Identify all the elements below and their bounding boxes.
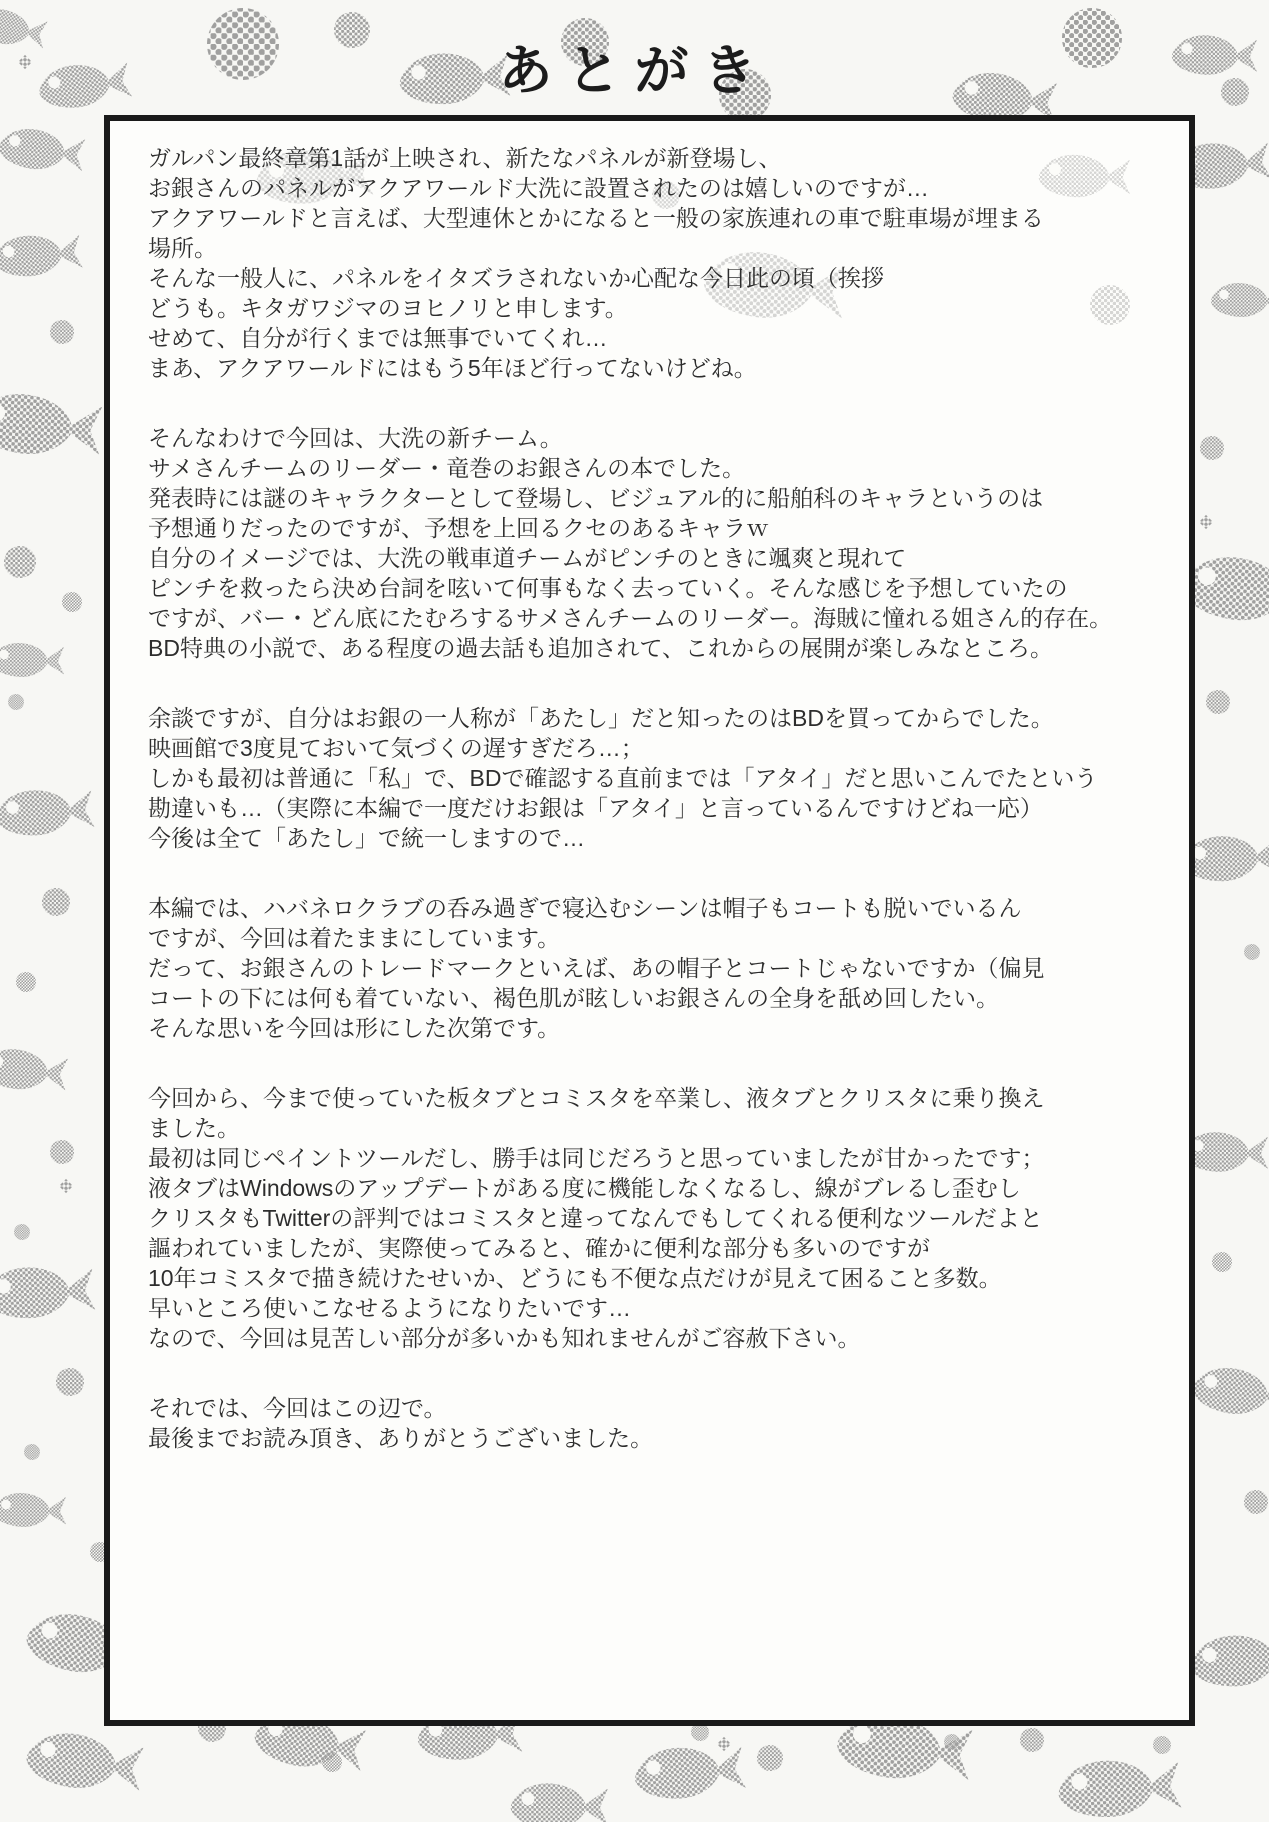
fish-icon [0, 1047, 69, 1094]
fish-icon [0, 1263, 96, 1321]
fish-icon [1190, 1364, 1269, 1419]
sparkle-icon [59, 1179, 73, 1193]
afterword-line: 10年コミスタで描き続けたせいか、どうにも不便な点だけが見えて困ること多数。 [148, 1265, 1002, 1291]
sparkle-icon [717, 1737, 731, 1751]
afterword-line: 映画館で3度見ておいて気づくの遅すぎだろ…； [148, 735, 644, 761]
bubble-icon [4, 546, 36, 578]
fish-icon [510, 1783, 608, 1822]
paragraph [148, 1393, 1183, 1453]
sparkle-icon [1199, 515, 1213, 529]
afterword-line: せめて、自分が行くまでは無事でいてくれ… [148, 325, 608, 351]
fish-icon [0, 126, 86, 174]
afterword-line: ピンチを救ったら決め台詞を呟いて何事もなく去っていく。そんな感じを予想していたの [148, 575, 1068, 601]
bubble-icon [1244, 944, 1260, 960]
afterword-line: 謳われていましたが、実際使ってみると、確かに便利な部分も多いのですが [148, 1235, 930, 1261]
afterword-line: ですが、バー・どん底にたむろするサメさんチームのリーダー。海賊に憧れる姐さん的存在。 [148, 605, 1113, 631]
afterword-line: 液タブはWindowsのアップデートがある度に機能しなくなるし、線がブレるし歪むし [148, 1175, 1021, 1201]
afterword-line: 勘違いも…（実際に本編で一度だけお銀は「アタイ」と言っているんですけどね一応） [148, 795, 1043, 821]
bubble-icon [1212, 1252, 1232, 1272]
bubble-icon [8, 694, 24, 710]
bubble-icon [50, 1140, 74, 1164]
afterword-line: アクアワールドと言えば、大型連休とかになると一般の家族連れの車で駐車場が埋まる [148, 205, 1044, 231]
afterword-line: コートの下には何も着ていない、褐色肌が眩しいお銀さんの全身を舐め回したい。 [148, 985, 999, 1011]
afterword-line: 最初は同じペイントツールだし、勝手は同じだろうと思っていましたが甘かったです； [148, 1145, 1045, 1171]
bubble-icon [62, 592, 82, 612]
afterword-line: 発表時には謎のキャラクターとして登場し、ビジュアル的に船舶科のキャラというのは [148, 485, 1044, 511]
page-title: あとがき [498, 41, 771, 101]
afterword-line: そんなわけで今回は、大洗の新チーム。 [148, 425, 563, 451]
paragraph [148, 703, 1183, 853]
bubble-icon [1206, 690, 1230, 714]
afterword-line: 最後までお読み頂き、ありがとうございました。 [148, 1425, 654, 1451]
afterword-line: 今後は全て「あたし」で統一しますので… [148, 825, 585, 851]
fish-icon [0, 391, 103, 459]
afterword-line: 早いところ使いこなせるようになりたいです… [148, 1295, 631, 1321]
bubble-icon [1200, 436, 1224, 460]
fish-icon [0, 643, 64, 677]
fish-icon [632, 1741, 747, 1803]
afterword-line: お銀さんのパネルがアクアワールド大洗に設置されたのは嬉しいのですが… [148, 175, 929, 201]
fish-icon [1188, 1630, 1269, 1690]
bubble-icon [1153, 1736, 1171, 1754]
fish-icon [1183, 1132, 1268, 1172]
fish-icon [0, 785, 95, 839]
afterword-line: だって、お銀さんのトレードマークといえば、あの帽子とコートじゃないですか（偏見 [148, 955, 1045, 981]
bubble-icon [56, 1368, 84, 1396]
bubble-icon [1244, 1490, 1268, 1514]
fish-icon [1056, 1756, 1182, 1821]
afterword-line: ですが、今回は着たままにしています。 [148, 925, 561, 951]
afterword-body [110, 121, 1189, 1453]
afterword-line: 今回から、今まで使っていた板タブとコミスタを卒業し、液タブとクリスタに乗り換え [148, 1085, 1045, 1111]
afterword-line: クリスタもTwitterの評判ではコミスタと違ってなんでもしてくれる便利なツールだよと [148, 1205, 1043, 1231]
bubble-icon [944, 1734, 960, 1750]
afterword-line: サメさんチームのリーダー・竜巻のお銀さんの本でした。 [148, 455, 746, 481]
paragraph [148, 893, 1183, 1043]
afterword-line: まあ、アクアワールドにはもう5年ほど行ってないけどね。 [148, 355, 757, 381]
fish-icon [0, 1493, 66, 1527]
fish-icon [0, 230, 83, 280]
fish-icon [1211, 283, 1269, 317]
afterword-line: それでは、今回はこの辺で。 [148, 1395, 447, 1421]
bubble-icon [50, 320, 74, 344]
afterword-line: ガルパン最終章第1話が上映され、新たなパネルが新登場し、 [148, 145, 782, 171]
afterword-line: そんな思いを今回は形にした次第です。 [148, 1015, 561, 1041]
afterword-line: しかも最初は普通に「私」で、BDで確認する直前までは「アタイ」だと思いこんでたという [148, 765, 1098, 791]
afterword-line: BD特典の小説で、ある程度の過去話も追加されて、これからの展開が楽しみなところ。 [148, 635, 1054, 661]
afterword-line: 場所。 [148, 235, 217, 261]
afterword-line: 本編では、ハバネロクラブの呑み過ぎで寝込むシーンは帽子もコートも脱いでいるん [148, 895, 1022, 921]
fish-icon [24, 1729, 145, 1795]
afterword-line: そんな一般人に、パネルをイタズラされないか心配な今日此の頃（挨拶 [148, 265, 884, 291]
afterword-line: ました。 [148, 1115, 240, 1141]
paragraph [148, 143, 1183, 383]
afterword-line: 予想通りだったのですが、予想を上回るクセのあるキャラｗ [148, 515, 769, 541]
bubble-icon [16, 972, 36, 992]
afterword-box [104, 115, 1195, 1726]
paragraph [148, 423, 1183, 663]
afterword-line: なので、今回は見苦しい部分が多いかも知れませんがご容赦下さい。 [148, 1325, 861, 1351]
paragraph [148, 1083, 1183, 1353]
afterword-line: どうも。キタガワジマのヨヒノリと申します。 [148, 295, 628, 321]
afterword-line: 自分のイメージでは、大洗の戦車道チームがピンチのときに颯爽と現れて [148, 545, 907, 571]
bubble-icon [757, 1745, 783, 1771]
bubble-icon [1020, 1728, 1044, 1752]
bubble-icon [14, 1224, 30, 1240]
afterword-line: 余談ですが、自分はお銀の一人称が「あたし」だと知ったのはBDを買ってからでした。 [148, 705, 1054, 731]
bubble-icon [24, 1444, 40, 1460]
bubble-icon [322, 1752, 342, 1772]
bubble-icon [42, 888, 70, 916]
